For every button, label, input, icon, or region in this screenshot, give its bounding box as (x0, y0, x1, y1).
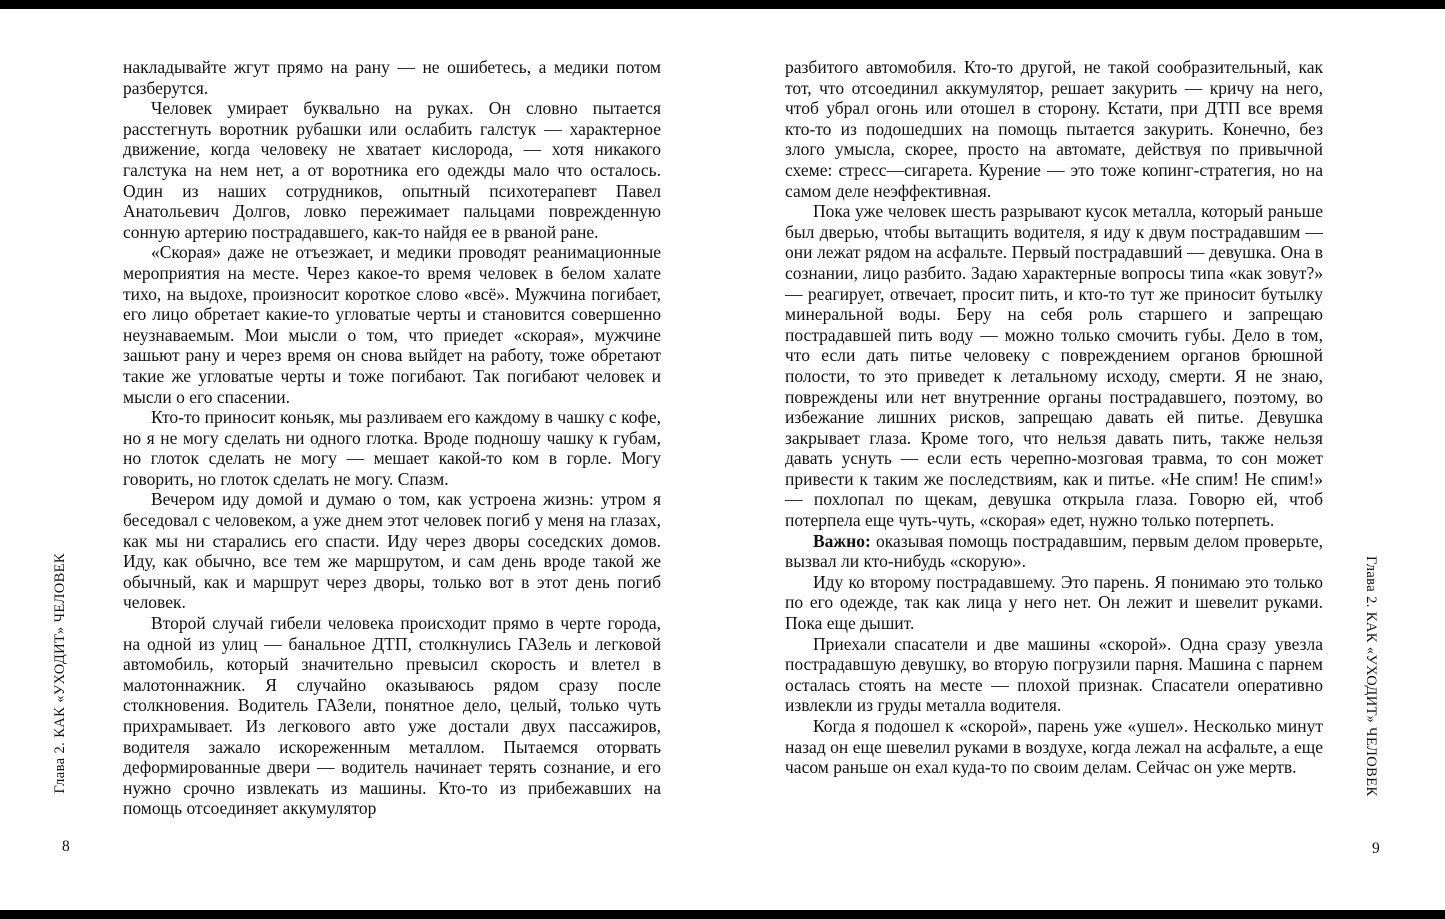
left-page-text (123, 57, 661, 819)
left-page-number: 8 (62, 838, 70, 855)
paragraph: Иду ко второму пострадавшему. Это парень. Я понимаю это только по его одежде, так как лица у него нет. Он лежит и шевелит руками. Пока еще дышит. (785, 571, 1323, 634)
right-margin-chapter-title: Глава 2. КАК «УХОДИТ» ЧЕЛОВЕК (1363, 556, 1379, 797)
paragraph: Второй случай гибели человека происходит прямо в черте города, на одной из улиц — банальное ДТП, столкнулись ГАЗель и легковой автомобиль, который значительно превысил скорость и влетел в малотоннажник. Я случайно оказываюсь рядом сразу после столкновения. Водитель ГАЗели, понятное дело, целый, только чуть прихрамывает. Из легкового авто уже достали двух пассажиров, водителя зажало искореженным металлом. Пытаемся оторвать деформированные двери — водитель начинает терять сознание, и его нужно срочно извлекать из машины. Кто-то из прибежавших на помощь отсоединяет аккумулятор (123, 613, 661, 819)
bottom-edge-bar (0, 910, 1445, 919)
paragraph: «Скорая» даже не отъезжает, и медики проводят реанимационные мероприятия на месте. Через какое-то время человек в белом халате тихо, на выдохе, произносит короткое слово «всё». Мужчина погибает, его лицо обретает какие-то угловатые черты и становится совершенно неузнаваемым. Мои мысли о том, что приедет «скорая», мужчине зашьют рану и через время он снова выйдет на работу, тоже обретают такие же угловатые черты и тоже погибают. Так погибают человек и мысли о его спасении. (123, 242, 661, 407)
paragraph: Когда я подошел к «скорой», парень уже «ушел». Несколько минут назад он еще шевелил руками в воздухе, когда лежал на асфальте, а еще часом раньше он ехал куда-то по своим делам. Сейчас он уже мертв. (785, 716, 1323, 778)
right-page-text (785, 57, 1323, 778)
left-margin-chapter-title: Глава 2. КАК «УХОДИТ» ЧЕЛОВЕК (52, 553, 68, 794)
paragraph: Кто-то приносит коньяк, мы разливаем его каждому в чашку с кофе, но я не могу сделать ни одного глотка. Вроде подношу чашку к губам, но глоток сделать не могу — мешает какой-то ком в горле. Могу говорить, но глоток сделать не могу. Спазм. (123, 407, 661, 489)
paragraph: Человек умирает буквально на руках. Он словно пытается расстегнуть воротник рубашки или ослабить галстук — характерное движение, когда человеку не хватает кислорода, — хотя никакого галстука на нем нет, а от воротника его одежды мало что осталось. Один из наших сотрудников, опытный психотерапевт Павел Анатольевич Долгов, ловко пережимает пальцами поврежденную сонную артерию пострадавшего, как-то найдя ее в рваной ране. (123, 98, 661, 242)
paragraph: разбитого автомобиля. Кто-то другой, не такой сообразительный, как тот, что отсоединил аккумулятор, решает закурить — кричу на него, чтоб убрал огонь или отошел в сторону. Кстати, при ДТП все время кто-то из подошедших на помощь пытается закурить. Конечно, без злого умысла, скорее, просто на автомате, действуя по привычной схеме: стресс—сигарета. Курение — это тоже копинг-стратегия, но на самом деле неэффективная. (785, 57, 1323, 201)
paragraph: Важно: оказывая помощь пострадавшим, первым делом проверьте, вызвал ли кто-нибудь «скорую». (785, 530, 1323, 572)
paragraph: Вечером иду домой и думаю о том, как устроена жизнь: утром я беседовал с человеком, а уже днем этот человек погиб у меня на глазах, как мы ни старались его спасти. Иду через дворы соседских домов. Иду, как обычно, все тем же маршрутом, и сам день вроде такой же обычный, как и маршрут через дворы, только вот в этот день погиб человек. (123, 489, 661, 613)
right-page-number: 9 (1372, 840, 1380, 857)
paragraph: Приехали спасатели и две машины «скорой». Одна сразу увезла пострадавшую девушку, во вторую погрузили парня. Машина с парнем осталась стоять на месте — плохой признак. Спасатели оперативно извлекли из груды металла водителя. (785, 633, 1323, 716)
top-edge-bar (0, 0, 1445, 9)
paragraph-bold-lead: Важно: (813, 530, 871, 551)
paragraph: Пока уже человек шесть разрывают кусок металла, который раньше был дверью, чтобы вытащить водителя, я иду к двум пострадавшим — они лежат рядом на асфальте. Первый пострадавший — девушка. Она в сознании, лицо разбито. Задаю характерные вопросы типа «как зовут?» — реагирует, отвечает, просит пить, и кто-то тут же приносит бутылку минеральной воды. Беру на себя роль старшего и запрещаю пострадавшей пить воду — можно только смочить губы. Дело в том, что если дать питье человеку с повреждением органов брюшной полости, то это приведет к летальному исходу, смерти. Я не знаю, повреждены или нет внутренние органы пострадавшего, поэтому, во избежание лишних рисков, запрещаю давать ей питье. Девушка закрывает глаза. Кроме того, что нельзя давать пить, также нельзя давать уснуть — если есть черепно-мозговая травма, то сон может привести к таким же последствиям, как и питье. «Не спим! Не спим!» — похлопал по щекам, девушка открыла глаза. Говорю ей, чтоб потерпела еще чуть-чуть, «скорая» едет, нужно только потерпеть. (785, 201, 1323, 531)
paragraph: накладывайте жгут прямо на рану — не ошибетесь, а медики потом разберутся. (123, 57, 661, 98)
